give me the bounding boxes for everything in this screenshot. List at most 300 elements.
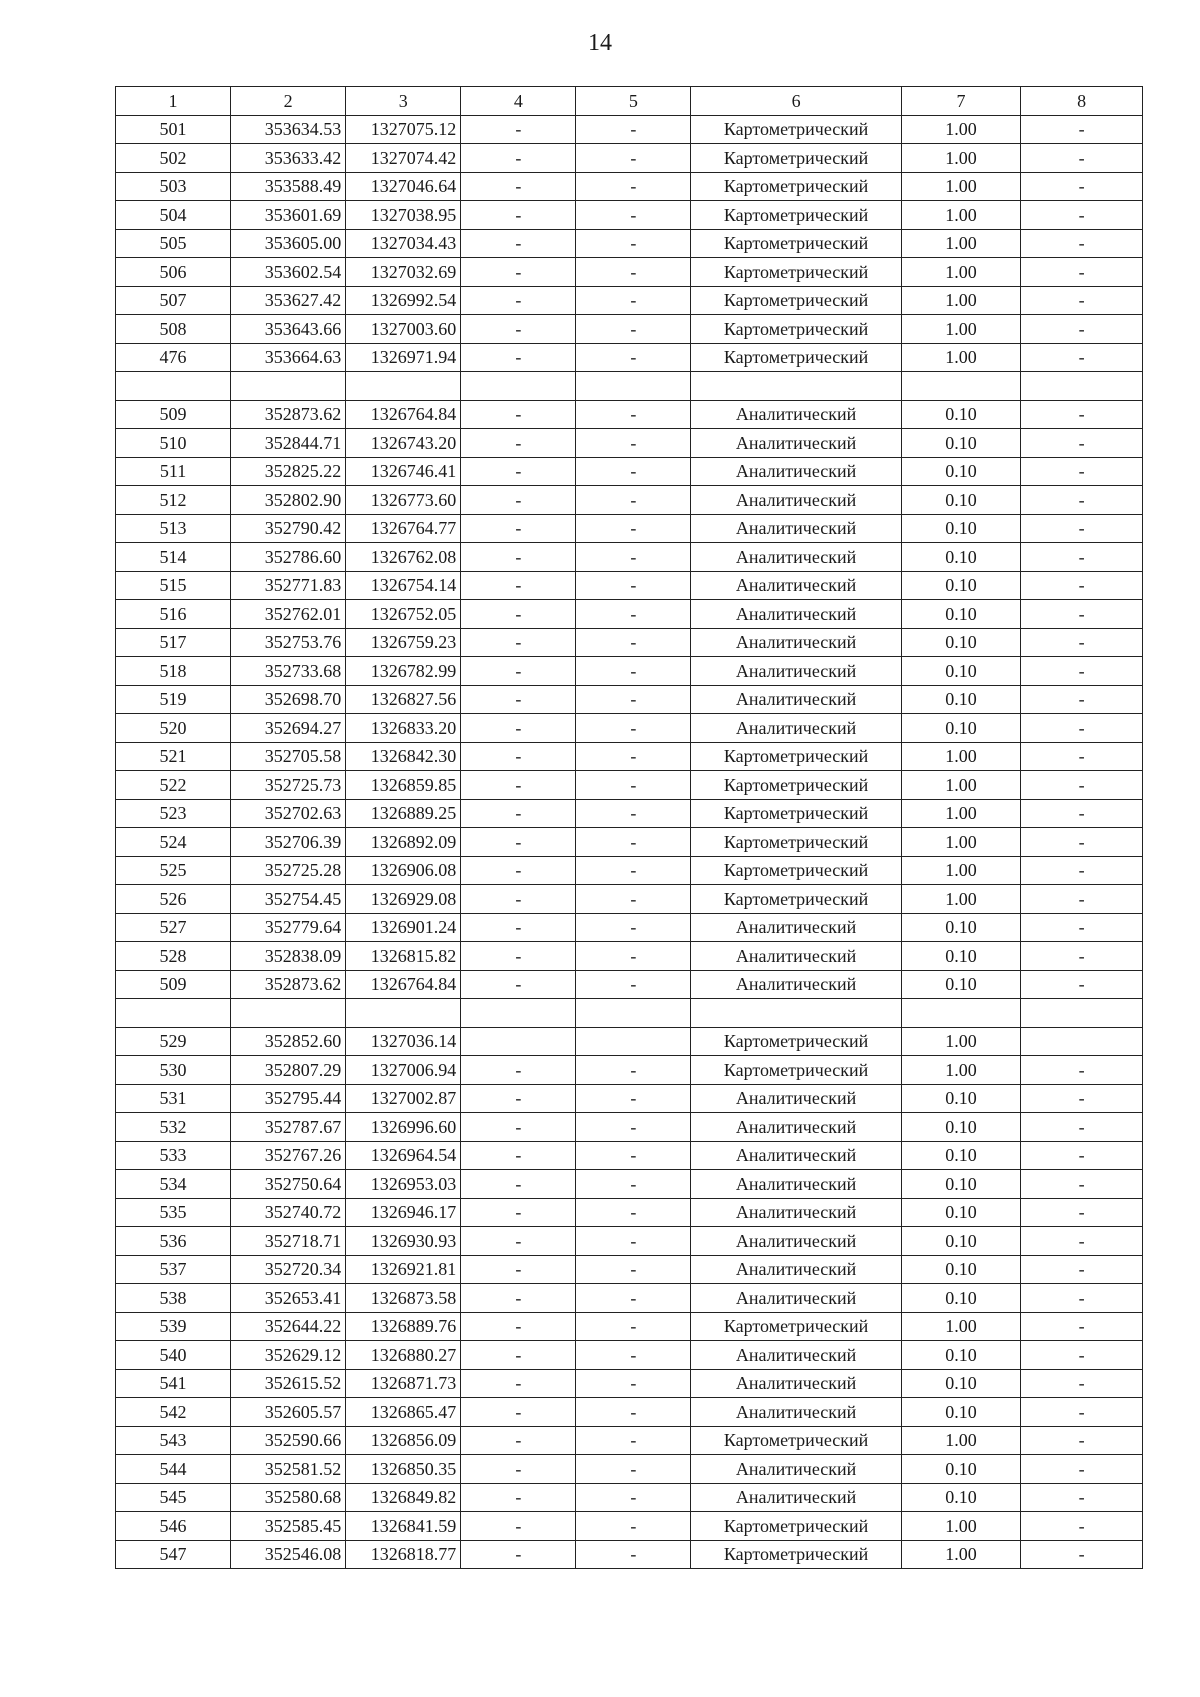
table-cell: 1.00: [901, 286, 1021, 315]
table-cell: -: [461, 1512, 576, 1541]
table-cell: 1327074.42: [346, 144, 461, 173]
table-row: [116, 970, 1143, 999]
table-cell: 352852.60: [231, 1027, 346, 1056]
table-cell: 510: [116, 429, 231, 458]
table-cell: -: [461, 286, 576, 315]
table-cell: [901, 372, 1021, 401]
table-cell: Аналитический: [691, 600, 901, 629]
table-cell: 0.10: [901, 600, 1021, 629]
table-row: [116, 514, 1143, 543]
table-row: [116, 571, 1143, 600]
table-cell: 352753.76: [231, 628, 346, 657]
table-cell: [346, 372, 461, 401]
table-cell: Картометрический: [691, 258, 901, 287]
table-cell: -: [576, 771, 691, 800]
table-cell: Аналитический: [691, 429, 901, 458]
table-row: [116, 714, 1143, 743]
table-cell: -: [576, 258, 691, 287]
table-cell: -: [461, 144, 576, 173]
table-cell: 1326871.73: [346, 1369, 461, 1398]
table-row: [116, 343, 1143, 372]
table-cell: 1326833.20: [346, 714, 461, 743]
table-cell: 352698.70: [231, 685, 346, 714]
table-row: [116, 856, 1143, 885]
table-cell: -: [461, 1141, 576, 1170]
table-cell: -: [1021, 1113, 1143, 1142]
table-cell: -: [1021, 172, 1143, 201]
table-row: [116, 600, 1143, 629]
table-header-row: [116, 87, 1143, 116]
table-row: [116, 999, 1143, 1028]
table-cell: 352838.09: [231, 942, 346, 971]
table-cell: Аналитический: [691, 714, 901, 743]
table-row: [116, 913, 1143, 942]
table-cell: Картометрический: [691, 799, 901, 828]
table-row: [116, 828, 1143, 857]
table-cell: 352807.29: [231, 1056, 346, 1085]
table-cell: [576, 372, 691, 401]
table-cell: 514: [116, 543, 231, 572]
table-cell: -: [461, 400, 576, 429]
table-cell: -: [461, 1312, 576, 1341]
table-cell: 1327075.12: [346, 115, 461, 144]
table-cell: 1.00: [901, 343, 1021, 372]
table-cell: -: [1021, 1369, 1143, 1398]
table-cell: 544: [116, 1455, 231, 1484]
table-cell: [231, 999, 346, 1028]
table-cell: -: [1021, 343, 1143, 372]
table-cell: -: [576, 229, 691, 258]
table-cell: 506: [116, 258, 231, 287]
table-cell: Картометрический: [691, 1056, 901, 1085]
table-cell: 352644.22: [231, 1312, 346, 1341]
table-cell: 1326889.25: [346, 799, 461, 828]
table-cell: 502: [116, 144, 231, 173]
table-row: [116, 1170, 1143, 1199]
table-cell: -: [576, 1227, 691, 1256]
table-cell: 0.10: [901, 1369, 1021, 1398]
table-cell: Аналитический: [691, 1483, 901, 1512]
table-body: [116, 115, 1143, 1569]
table-row: [116, 1455, 1143, 1484]
table-cell: Аналитический: [691, 1455, 901, 1484]
table-cell: -: [461, 201, 576, 230]
table-cell: 1326754.14: [346, 571, 461, 600]
table-cell: Картометрический: [691, 286, 901, 315]
table-cell: 509: [116, 400, 231, 429]
table-cell: [231, 372, 346, 401]
table-cell: 353634.53: [231, 115, 346, 144]
page-number: 14: [588, 30, 612, 56]
table-cell: Картометрический: [691, 885, 901, 914]
table-row: [116, 1426, 1143, 1455]
table-row: [116, 1483, 1143, 1512]
table-cell: -: [1021, 229, 1143, 258]
table-cell: 1326953.03: [346, 1170, 461, 1199]
table-cell: 1326827.56: [346, 685, 461, 714]
table-cell: 1327036.14: [346, 1027, 461, 1056]
table-cell: -: [1021, 543, 1143, 572]
table-cell: Аналитический: [691, 1369, 901, 1398]
table-cell: 353588.49: [231, 172, 346, 201]
table-cell: -: [461, 970, 576, 999]
table-cell: -: [1021, 115, 1143, 144]
table-cell: 535: [116, 1198, 231, 1227]
table-cell: Картометрический: [691, 144, 901, 173]
table-cell: -: [1021, 885, 1143, 914]
table-row: [116, 1369, 1143, 1398]
table-cell: -: [1021, 913, 1143, 942]
table-cell: 1326892.09: [346, 828, 461, 857]
table-cell: 1.00: [901, 229, 1021, 258]
table-cell: -: [576, 1170, 691, 1199]
table-cell: -: [461, 1170, 576, 1199]
table-cell: Аналитический: [691, 1398, 901, 1427]
table-cell: 533: [116, 1141, 231, 1170]
table-cell: Аналитический: [691, 942, 901, 971]
table-cell: 531: [116, 1084, 231, 1113]
table-cell: -: [461, 258, 576, 287]
table-cell: -: [1021, 600, 1143, 629]
table-cell: 352720.34: [231, 1255, 346, 1284]
table-cell: -: [461, 771, 576, 800]
table-cell: 518: [116, 657, 231, 686]
table-cell: Аналитический: [691, 571, 901, 600]
table-cell: [1021, 999, 1143, 1028]
table-cell: -: [1021, 429, 1143, 458]
table-cell: -: [461, 1056, 576, 1085]
column-header: 7: [901, 87, 1021, 116]
table-cell: -: [461, 1198, 576, 1227]
table-cell: [461, 999, 576, 1028]
table-row: [116, 201, 1143, 230]
table-cell: -: [576, 1284, 691, 1313]
table-cell: 509: [116, 970, 231, 999]
table-row: [116, 1512, 1143, 1541]
table-cell: -: [461, 828, 576, 857]
table-cell: 352605.57: [231, 1398, 346, 1427]
table-row: [116, 1255, 1143, 1284]
table-cell: 0.10: [901, 628, 1021, 657]
table-cell: 0.10: [901, 1255, 1021, 1284]
table-cell: 352705.58: [231, 742, 346, 771]
table-cell: 1326901.24: [346, 913, 461, 942]
table-cell: Картометрический: [691, 172, 901, 201]
table-row: [116, 942, 1143, 971]
table-cell: Картометрический: [691, 1426, 901, 1455]
table-cell: Картометрический: [691, 1540, 901, 1569]
table-cell: 352762.01: [231, 600, 346, 629]
table-cell: -: [461, 1398, 576, 1427]
table-row: [116, 172, 1143, 201]
table-cell: 0.10: [901, 400, 1021, 429]
table-cell: 513: [116, 514, 231, 543]
table-cell: 352767.26: [231, 1141, 346, 1170]
column-header: 1: [116, 87, 231, 116]
table-cell: 0.10: [901, 457, 1021, 486]
table-cell: 0.10: [901, 714, 1021, 743]
table-cell: -: [576, 1198, 691, 1227]
table-row: [116, 486, 1143, 515]
table-cell: 1.00: [901, 258, 1021, 287]
table-row: [116, 429, 1143, 458]
table-cell: 352873.62: [231, 970, 346, 999]
table-cell: -: [1021, 1141, 1143, 1170]
table-row: [116, 799, 1143, 828]
table-cell: -: [1021, 201, 1143, 230]
table-row: [116, 144, 1143, 173]
table-cell: 353602.54: [231, 258, 346, 287]
table-cell: Аналитический: [691, 628, 901, 657]
table-cell: -: [1021, 400, 1143, 429]
table-cell: 511: [116, 457, 231, 486]
table-cell: 352718.71: [231, 1227, 346, 1256]
table-cell: -: [461, 1227, 576, 1256]
table-cell: -: [1021, 1198, 1143, 1227]
table-cell: 0.10: [901, 1113, 1021, 1142]
table-cell: 0.10: [901, 1227, 1021, 1256]
table-cell: -: [576, 799, 691, 828]
table-cell: 522: [116, 771, 231, 800]
table-row: [116, 657, 1143, 686]
table-cell: 352795.44: [231, 1084, 346, 1113]
table-cell: 1326859.85: [346, 771, 461, 800]
table-cell: -: [461, 799, 576, 828]
table-cell: [116, 372, 231, 401]
table-cell: Картометрический: [691, 343, 901, 372]
table-cell: Аналитический: [691, 913, 901, 942]
table-cell: -: [461, 571, 576, 600]
table-row: [116, 771, 1143, 800]
table-cell: -: [461, 628, 576, 657]
table-cell: -: [461, 1084, 576, 1113]
table-cell: Картометрический: [691, 1312, 901, 1341]
table-cell: 1326762.08: [346, 543, 461, 572]
table-cell: -: [576, 1426, 691, 1455]
table-cell: [691, 999, 901, 1028]
table-cell: [1021, 372, 1143, 401]
table-cell: -: [461, 172, 576, 201]
table-cell: 1326971.94: [346, 343, 461, 372]
table-cell: 1326856.09: [346, 1426, 461, 1455]
table-cell: -: [576, 543, 691, 572]
table-cell: 0.10: [901, 1398, 1021, 1427]
table-cell: -: [576, 1455, 691, 1484]
table-cell: -: [576, 742, 691, 771]
table-row: [116, 372, 1143, 401]
table-cell: -: [576, 714, 691, 743]
table-cell: 540: [116, 1341, 231, 1370]
table-cell: -: [1021, 1284, 1143, 1313]
table-cell: -: [1021, 1056, 1143, 1085]
table-cell: 545: [116, 1483, 231, 1512]
table-cell: 353633.42: [231, 144, 346, 173]
table-cell: 352615.52: [231, 1369, 346, 1398]
table-cell: 529: [116, 1027, 231, 1056]
table-cell: [691, 372, 901, 401]
column-header: 6: [691, 87, 901, 116]
table-cell: 505: [116, 229, 231, 258]
table-cell: -: [576, 828, 691, 857]
table-cell: Аналитический: [691, 1255, 901, 1284]
table-cell: 525: [116, 856, 231, 885]
table-cell: Картометрический: [691, 742, 901, 771]
table-cell: -: [461, 657, 576, 686]
table-cell: 0.10: [901, 1084, 1021, 1113]
table-cell: -: [576, 429, 691, 458]
table-cell: 1326865.47: [346, 1398, 461, 1427]
table-cell: -: [576, 400, 691, 429]
table-cell: -: [576, 1341, 691, 1370]
table-cell: 1326906.08: [346, 856, 461, 885]
table-cell: -: [461, 1255, 576, 1284]
table-row: [116, 1227, 1143, 1256]
table-row: [116, 400, 1143, 429]
table-cell: -: [461, 885, 576, 914]
table-cell: 0.10: [901, 685, 1021, 714]
table-cell: -: [461, 714, 576, 743]
table-row: [116, 1056, 1143, 1085]
table-cell: -: [576, 1512, 691, 1541]
table-cell: -: [1021, 742, 1143, 771]
table-cell: Картометрический: [691, 856, 901, 885]
table-cell: 523: [116, 799, 231, 828]
table-cell: 353643.66: [231, 315, 346, 344]
table-cell: -: [1021, 571, 1143, 600]
table-cell: 1326850.35: [346, 1455, 461, 1484]
table-cell: 352653.41: [231, 1284, 346, 1313]
table-cell: Картометрический: [691, 1512, 901, 1541]
table-cell: -: [576, 942, 691, 971]
table-cell: 1326930.93: [346, 1227, 461, 1256]
table-cell: 0.10: [901, 657, 1021, 686]
table-cell: -: [576, 486, 691, 515]
table-cell: 1327032.69: [346, 258, 461, 287]
table-cell: [901, 999, 1021, 1028]
table-cell: 520: [116, 714, 231, 743]
table-cell: -: [576, 1312, 691, 1341]
table-cell: -: [576, 1540, 691, 1569]
table-cell: -: [461, 315, 576, 344]
table-cell: -: [576, 343, 691, 372]
table-cell: -: [1021, 1455, 1143, 1484]
table-cell: 512: [116, 486, 231, 515]
table-cell: -: [1021, 1398, 1143, 1427]
table-cell: -: [1021, 685, 1143, 714]
table-cell: Аналитический: [691, 1113, 901, 1142]
table-cell: 547: [116, 1540, 231, 1569]
table-cell: -: [461, 486, 576, 515]
table-cell: -: [461, 913, 576, 942]
table-cell: -: [1021, 1255, 1143, 1284]
table-cell: 537: [116, 1255, 231, 1284]
table-cell: 352629.12: [231, 1341, 346, 1370]
table-cell: -: [1021, 1426, 1143, 1455]
table-cell: 528: [116, 942, 231, 971]
table-cell: -: [1021, 1512, 1143, 1541]
table-row: [116, 1141, 1143, 1170]
table-cell: 353627.42: [231, 286, 346, 315]
table-cell: 352733.68: [231, 657, 346, 686]
table-cell: 352725.28: [231, 856, 346, 885]
table-cell: Аналитический: [691, 543, 901, 572]
table-cell: 0.10: [901, 1341, 1021, 1370]
table-row: [116, 1027, 1143, 1056]
table-cell: 538: [116, 1284, 231, 1313]
table-cell: -: [576, 885, 691, 914]
table-cell: 1326842.30: [346, 742, 461, 771]
table-cell: -: [1021, 856, 1143, 885]
table-cell: Аналитический: [691, 1084, 901, 1113]
table-cell: -: [461, 856, 576, 885]
column-header: 5: [576, 87, 691, 116]
table-cell: 1326759.23: [346, 628, 461, 657]
table-cell: 1326764.84: [346, 400, 461, 429]
table-row: [116, 1341, 1143, 1370]
table-cell: -: [576, 657, 691, 686]
table-cell: 352779.64: [231, 913, 346, 942]
table-cell: [461, 1027, 576, 1056]
table-cell: -: [1021, 970, 1143, 999]
table-cell: -: [1021, 457, 1143, 486]
table-cell: Аналитический: [691, 1170, 901, 1199]
table-cell: 1.00: [901, 771, 1021, 800]
table-cell: 1326880.27: [346, 1341, 461, 1370]
table-cell: 1.00: [901, 315, 1021, 344]
table-cell: 0.10: [901, 942, 1021, 971]
table-cell: 504: [116, 201, 231, 230]
table-cell: 546: [116, 1512, 231, 1541]
table-cell: 1326818.77: [346, 1540, 461, 1569]
table-cell: Аналитический: [691, 685, 901, 714]
table-cell: 1327006.94: [346, 1056, 461, 1085]
table-cell: 0.10: [901, 1483, 1021, 1512]
table-cell: 352802.90: [231, 486, 346, 515]
table-cell: 501: [116, 115, 231, 144]
table-cell: -: [461, 1426, 576, 1455]
table-cell: -: [461, 1483, 576, 1512]
table-cell: 1326752.05: [346, 600, 461, 629]
table-cell: 352706.39: [231, 828, 346, 857]
table-cell: -: [461, 742, 576, 771]
table-cell: 1327038.95: [346, 201, 461, 230]
table-cell: 476: [116, 343, 231, 372]
table-row: [116, 1312, 1143, 1341]
table-cell: 352725.73: [231, 771, 346, 800]
table-cell: Картометрический: [691, 229, 901, 258]
table-cell: 352790.42: [231, 514, 346, 543]
table-cell: Аналитический: [691, 657, 901, 686]
table-cell: 1.00: [901, 1027, 1021, 1056]
table-cell: 507: [116, 286, 231, 315]
table-cell: -: [461, 514, 576, 543]
table-cell: 1326782.99: [346, 657, 461, 686]
table-cell: 353601.69: [231, 201, 346, 230]
table-cell: 0.10: [901, 571, 1021, 600]
table-cell: 1.00: [901, 1512, 1021, 1541]
table-cell: 353664.63: [231, 343, 346, 372]
table-cell: 1326921.81: [346, 1255, 461, 1284]
table-row: [116, 1540, 1143, 1569]
table-cell: [576, 1027, 691, 1056]
table-cell: 1326873.58: [346, 1284, 461, 1313]
table-cell: -: [461, 1369, 576, 1398]
table-cell: -: [461, 429, 576, 458]
table-cell: -: [576, 1483, 691, 1512]
table-cell: 1.00: [901, 115, 1021, 144]
table-cell: 352771.83: [231, 571, 346, 600]
table-cell: -: [1021, 1227, 1143, 1256]
